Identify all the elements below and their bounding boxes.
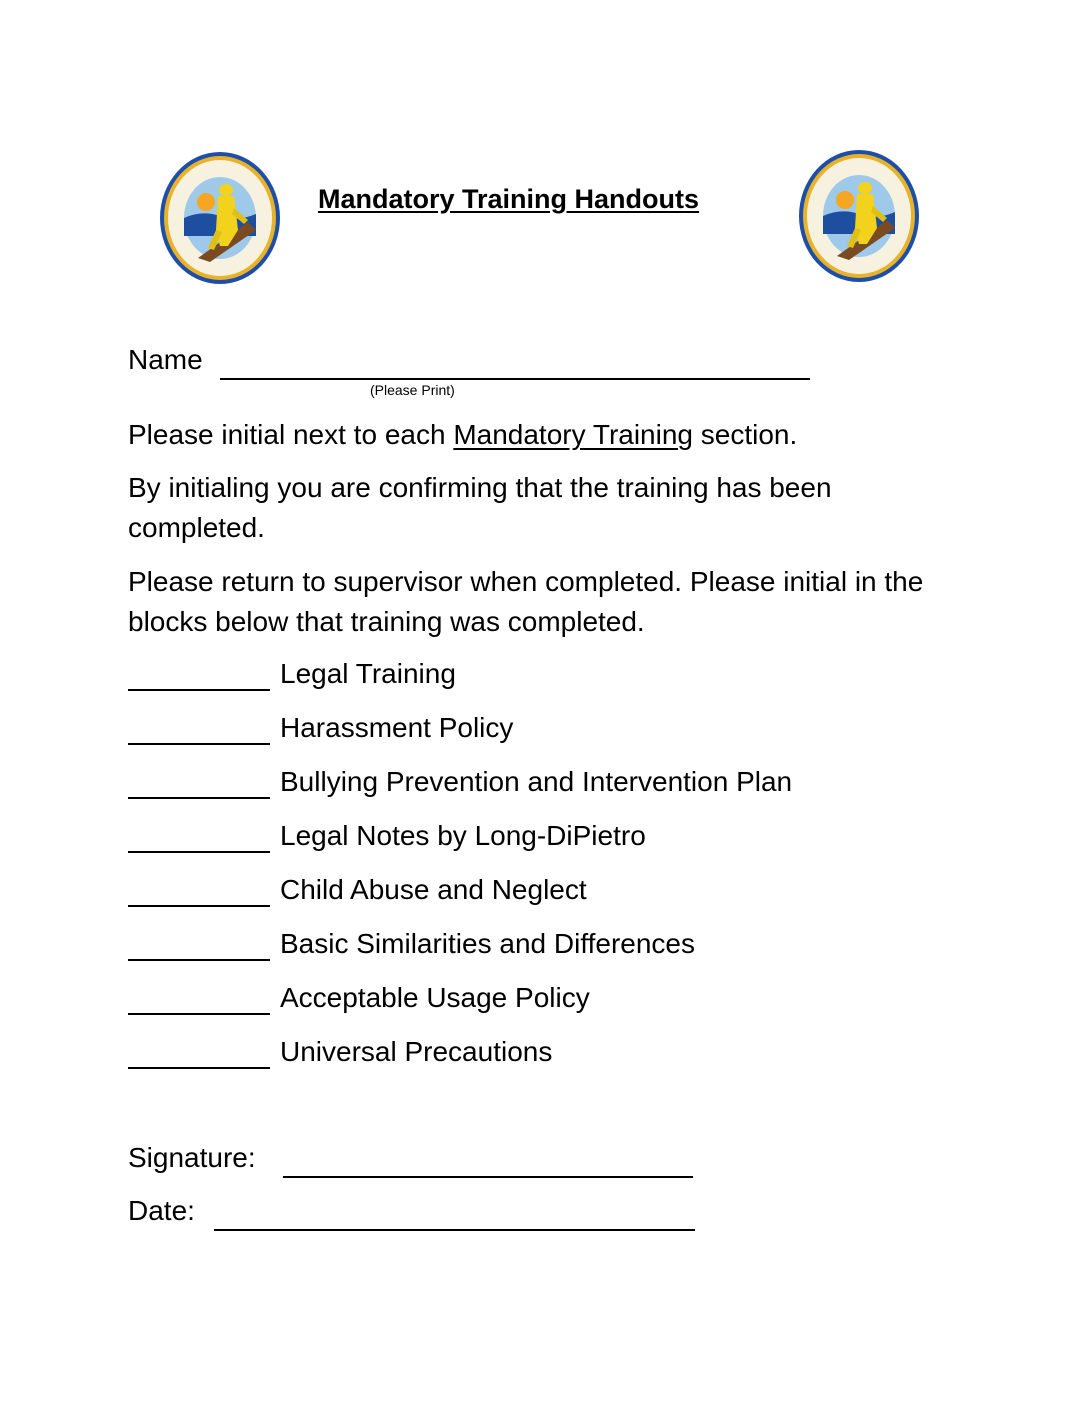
training-item-label: Bullying Prevention and Intervention Plan [280,766,793,797]
initial-field[interactable] [128,1067,270,1069]
initial-field[interactable] [128,1013,270,1015]
instruction-initial-pre: Please initial next to each [128,419,454,450]
training-item-label: Child Abuse and Neglect [280,874,587,905]
town-seal-left [158,150,282,286]
initial-field[interactable] [128,905,270,907]
page-title: Mandatory Training Handouts [318,184,700,214]
initial-field[interactable] [128,851,270,853]
initial-field[interactable] [128,743,270,745]
initial-field[interactable] [128,797,270,799]
initial-field[interactable] [128,689,270,691]
name-field[interactable] [220,378,810,380]
name-hint: (Please Print) [370,382,455,398]
training-item-label: Harassment Policy [280,712,514,743]
training-item-label: Legal Notes by Long-DiPietro [280,820,646,851]
training-item-label: Universal Precautions [280,1036,553,1067]
date-label: Date: [128,1195,195,1226]
signature-field[interactable] [283,1176,693,1178]
instruction-confirm: By initialing you are confirming that the training has been completed. [128,472,832,543]
instruction-return: Please return to supervisor when completed. Please initial in the blocks below that training was completed. [128,566,924,637]
name-label: Name [128,344,203,375]
training-item-label: Basic Similarities and Differences [280,928,695,959]
instruction-initial-post: section. [693,419,798,450]
training-item-label: Acceptable Usage Policy [280,982,590,1013]
town-seal-right [797,148,921,284]
initial-field[interactable] [128,959,270,961]
instruction-initial [128,415,968,455]
instruction-initial-emphasis: Mandatory Training [453,419,693,450]
training-item-label: Legal Training [280,658,456,689]
date-field[interactable] [214,1229,695,1231]
signature-label: Signature: [128,1142,256,1173]
